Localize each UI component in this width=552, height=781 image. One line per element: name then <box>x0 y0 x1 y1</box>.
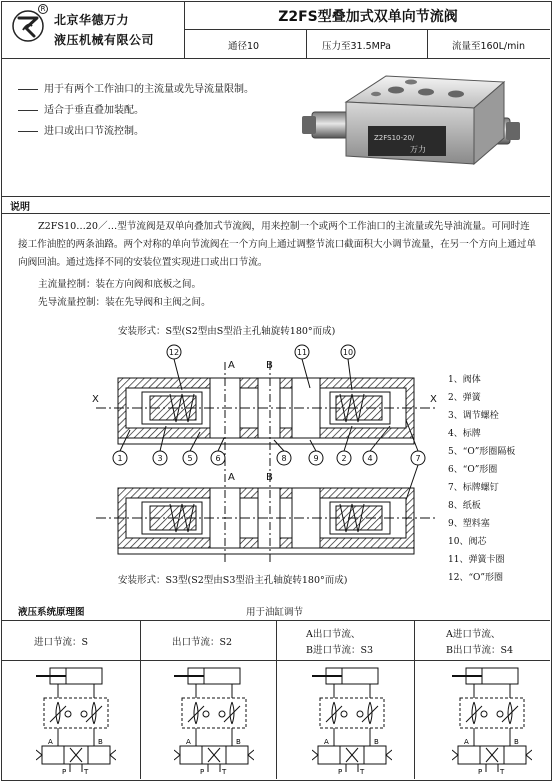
company-name-line2: 液压机械有限公司 <box>54 33 155 47</box>
hydraulic-schematic <box>452 664 532 776</box>
top-valve-section <box>96 378 436 444</box>
product-photo <box>298 68 528 180</box>
hydraulic-schematic <box>36 664 116 776</box>
header-mid-line <box>184 29 550 30</box>
spec-bore: 通径10 <box>228 41 260 52</box>
port-a-bottom: A <box>228 472 235 483</box>
pilot-flow-control: 先导流量控制：装在先导阀和主阀之间。 <box>38 297 211 308</box>
callout-8: 8 <box>281 454 287 463</box>
company-name-line1: 北京华德万力 <box>54 13 130 27</box>
legend-item: 8、纸板 <box>448 501 481 511</box>
callout-1: 1 <box>117 454 123 463</box>
legend-item: 10、阀芯 <box>448 537 487 547</box>
port-label-b: B <box>514 738 519 746</box>
legend-item: 5、“O”形圈隔板 <box>448 447 516 457</box>
schematic-col-s4-line2: B出口节流：S4 <box>446 645 514 656</box>
schematic-col-s2: 出口节流：S2 <box>172 637 233 648</box>
legend-item: 1、阀体 <box>448 375 481 385</box>
schematic-col-s4-line1: A进口节流、 <box>446 629 501 640</box>
callout-4: 4 <box>367 454 373 463</box>
feature-item: 用于有两个工作油口的主流量或先导流量限制。 <box>18 80 254 95</box>
caption-bottom: 安装形式：S3型(S2型由S3型沿主孔轴旋转180°而成) <box>118 575 348 586</box>
callout-12: 12 <box>168 348 180 357</box>
schematic-subheading: 用于油缸调节 <box>246 607 304 618</box>
callout-5: 5 <box>187 454 193 463</box>
port-label-t: T <box>360 768 365 776</box>
bottom-valve-section <box>96 488 436 554</box>
company-logo <box>10 6 48 44</box>
legend-item: 3、调节螺栓 <box>448 411 499 421</box>
sectional-drawing <box>90 340 442 570</box>
spec-divider-1 <box>306 29 307 58</box>
feature-item: 进口或出口节流控制。 <box>18 122 144 137</box>
callout-9: 9 <box>313 454 319 463</box>
section-divider <box>1 213 550 214</box>
port-label-a: A <box>186 738 191 746</box>
legend-item: 12、“O”形圈 <box>448 573 504 583</box>
port-label-a: A <box>324 738 329 746</box>
hydraulic-schematic <box>174 664 254 776</box>
spec-divider-2 <box>427 29 428 58</box>
schematic-col-s3-line1: A出口节流、 <box>306 629 361 640</box>
port-label-p: P <box>478 768 483 776</box>
port-b-top: B <box>266 360 273 371</box>
port-label-a: A <box>464 738 469 746</box>
callout-2: 2 <box>341 454 347 463</box>
nameplate-model: Z2FS10-20/ <box>374 134 415 142</box>
header-bottom-line <box>1 58 550 59</box>
spec-pressure: 压力至31.5MPa <box>322 41 391 52</box>
description-paragraph: Z2FS10…20／…型节流阀是双单向叠加式节流阀，用来控制一个或两个工作油口的主流量或先导油流量。可同时连接工作油腔的两条油路。两个对称的单向节流阀在一个方向上通过调整节流口截面积大小调节流量，在另一个方向上通过单向阀回油。通过选择不同的安装位置实现进口或出口节流。 <box>18 221 537 268</box>
legend-item: 4、标牌 <box>448 429 481 439</box>
callout-10: 10 <box>342 348 354 357</box>
caption-top: 安装形式：S型(S2型由S型沿主孔轴旋转180°而成) <box>118 326 336 337</box>
main-flow-control: 主流量控制：装在方向阀和底板之间。 <box>38 279 202 290</box>
callout-3: 3 <box>157 454 163 463</box>
nameplate-brand: 万力 <box>410 145 426 154</box>
legend-item: 11、弹簧卡圈 <box>448 555 505 565</box>
port-label-t: T <box>84 768 89 776</box>
port-label-t: T <box>222 768 227 776</box>
callout-6: 6 <box>215 454 221 463</box>
schematic-heading: 液压系统原理图 <box>18 607 85 618</box>
legend-item: 7、标牌螺钉 <box>448 483 499 493</box>
spec-flow: 流量至160L/min <box>452 41 526 52</box>
table-col-divider <box>140 620 141 779</box>
callout-11: 11 <box>296 348 308 357</box>
port-label-b: B <box>236 738 241 746</box>
port-label-a: A <box>48 738 53 746</box>
legend-item: 6、“O”形圈 <box>448 465 498 475</box>
port-label-t: T <box>500 768 505 776</box>
table-col-divider <box>276 620 277 779</box>
axis-x-left: X <box>92 394 99 405</box>
description-heading: 说明 <box>10 202 30 213</box>
registered-mark: R <box>38 4 48 14</box>
schematic-col-s3-line2: B进口节流：S3 <box>306 645 374 656</box>
legend-item: 9、塑料塞 <box>448 519 490 529</box>
port-label-b: B <box>98 738 103 746</box>
port-label-b: B <box>374 738 379 746</box>
product-title: Z2FS型叠加式双单向节流阀 <box>278 9 458 25</box>
port-a-top: A <box>228 360 235 371</box>
axis-x-right: X <box>430 394 437 405</box>
hydraulic-schematic <box>312 664 392 776</box>
schematic-col-s: 进口节流：S <box>34 637 89 648</box>
feature-item: 适合于垂直叠加装配。 <box>18 101 144 116</box>
section-divider <box>1 196 550 197</box>
port-label-p: P <box>200 768 205 776</box>
legend-item: 2、弹簧 <box>448 393 481 403</box>
callout-7: 7 <box>415 454 421 463</box>
port-label-p: P <box>338 768 343 776</box>
port-label-p: P <box>62 768 67 776</box>
table-col-divider <box>414 620 415 779</box>
port-b-bottom: B <box>266 472 273 483</box>
